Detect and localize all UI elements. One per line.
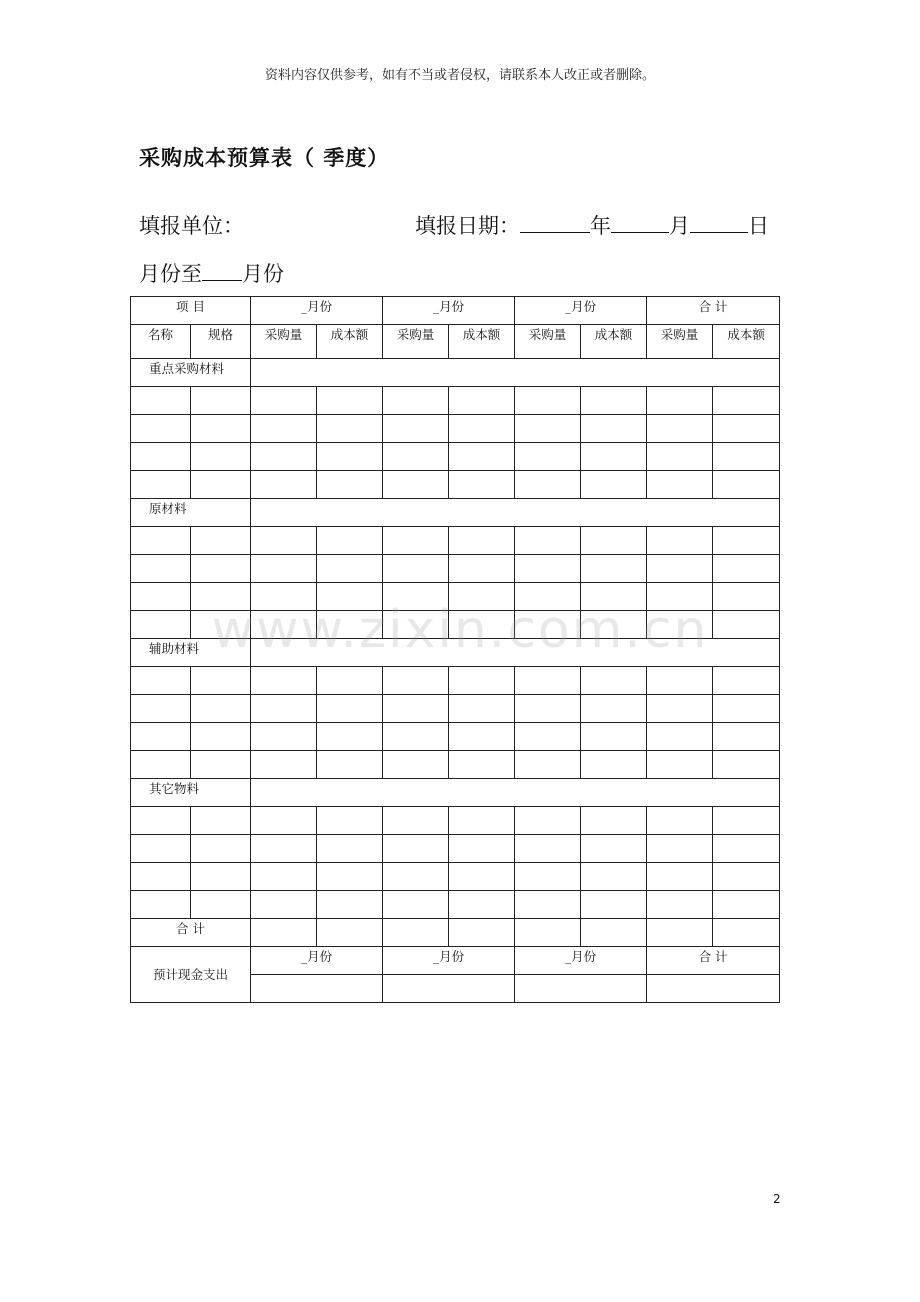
input-cell[interactable] — [449, 387, 515, 415]
input-cell[interactable] — [317, 835, 383, 863]
input-cell[interactable] — [647, 527, 713, 555]
total-cell[interactable] — [383, 919, 449, 947]
category-span-cell — [251, 779, 780, 807]
input-cell[interactable] — [317, 723, 383, 751]
input-cell[interactable] — [713, 695, 780, 723]
input-cell[interactable] — [647, 611, 713, 639]
total-row — [131, 919, 780, 947]
input-cell[interactable] — [383, 751, 449, 779]
input-cell[interactable] — [191, 555, 251, 583]
input-cell[interactable] — [449, 723, 515, 751]
input-cell[interactable] — [713, 835, 780, 863]
cash-header-row — [131, 947, 780, 975]
input-cell[interactable] — [131, 611, 191, 639]
input-cell[interactable] — [449, 863, 515, 891]
input-cell[interactable] — [515, 583, 581, 611]
total-cell[interactable] — [251, 919, 317, 947]
input-cell[interactable] — [581, 583, 647, 611]
input-cell[interactable] — [251, 387, 317, 415]
input-cell[interactable] — [713, 471, 780, 499]
input-cell[interactable] — [131, 835, 191, 863]
input-cell[interactable] — [383, 807, 449, 835]
input-cell[interactable] — [317, 751, 383, 779]
input-cell[interactable] — [131, 751, 191, 779]
input-cell[interactable] — [317, 667, 383, 695]
input-cell[interactable] — [713, 555, 780, 583]
total-row-label: 合 计 — [131, 919, 251, 947]
input-cell[interactable] — [647, 667, 713, 695]
input-cell[interactable] — [251, 723, 317, 751]
input-cell[interactable] — [581, 611, 647, 639]
period-header: _月份 — [515, 297, 647, 325]
input-cell[interactable] — [449, 527, 515, 555]
input-cell[interactable] — [581, 807, 647, 835]
day-label: 日 — [748, 214, 769, 238]
input-cell[interactable] — [581, 415, 647, 443]
period-header: _月份 — [251, 297, 383, 325]
input-cell[interactable] — [449, 667, 515, 695]
input-cell[interactable] — [581, 471, 647, 499]
data-row — [131, 667, 780, 695]
fill-line-period — [139, 258, 284, 288]
year-label: 年 — [590, 214, 611, 238]
input-cell[interactable] — [317, 555, 383, 583]
input-cell[interactable] — [449, 751, 515, 779]
date-label: 填报日期： — [415, 214, 520, 238]
data-row — [131, 751, 780, 779]
month-to-label: 月份 — [242, 262, 284, 286]
cash-outflow-label: 预计现金支出 — [131, 947, 251, 1003]
input-cell[interactable] — [131, 891, 191, 919]
input-cell[interactable] — [581, 667, 647, 695]
unit-label: 填报单位： — [139, 214, 244, 238]
cash-period-header: 合 计 — [647, 947, 780, 975]
input-cell[interactable] — [251, 667, 317, 695]
category-label: 重点采购材料 — [131, 359, 251, 387]
input-cell[interactable] — [515, 443, 581, 471]
input-cell[interactable] — [191, 891, 251, 919]
input-cell[interactable] — [383, 835, 449, 863]
input-cell[interactable] — [191, 443, 251, 471]
input-cell[interactable] — [383, 555, 449, 583]
input-cell[interactable] — [317, 807, 383, 835]
input-cell[interactable] — [713, 443, 780, 471]
total-cell[interactable] — [449, 919, 515, 947]
category-row — [131, 779, 780, 807]
input-cell[interactable] — [251, 527, 317, 555]
input-cell[interactable] — [383, 891, 449, 919]
input-cell[interactable] — [449, 807, 515, 835]
input-cell[interactable] — [191, 387, 251, 415]
spec-column-header: 规格 — [191, 325, 251, 359]
input-cell[interactable] — [131, 387, 191, 415]
category-label: 原材料 — [131, 499, 251, 527]
budget-table — [130, 296, 780, 1003]
input-cell[interactable] — [647, 415, 713, 443]
header-row-periods — [131, 297, 780, 325]
category-span-cell — [251, 639, 780, 667]
cash-period-header: _月份 — [383, 947, 515, 975]
input-cell[interactable] — [317, 583, 383, 611]
input-cell[interactable] — [713, 891, 780, 919]
input-cell[interactable] — [713, 863, 780, 891]
data-row — [131, 723, 780, 751]
input-cell[interactable] — [317, 387, 383, 415]
month-label: 月 — [669, 214, 690, 238]
input-cell[interactable] — [251, 751, 317, 779]
input-cell[interactable] — [131, 667, 191, 695]
data-row — [131, 611, 780, 639]
data-row — [131, 891, 780, 919]
input-cell[interactable] — [383, 583, 449, 611]
cost-column-header: 成本额 — [449, 325, 515, 359]
input-cell[interactable] — [131, 471, 191, 499]
input-cell[interactable] — [191, 471, 251, 499]
document-title: 采购成本预算表（ 季度） — [139, 146, 390, 170]
input-cell[interactable] — [191, 863, 251, 891]
input-cell[interactable] — [449, 471, 515, 499]
disclaimer-note: 资料内容仅供参考，如有不当或者侵权，请联系本人改正或者删除。 — [264, 68, 655, 83]
input-cell[interactable] — [581, 387, 647, 415]
input-cell[interactable] — [251, 415, 317, 443]
input-cell[interactable] — [449, 555, 515, 583]
input-cell[interactable] — [251, 891, 317, 919]
input-cell[interactable] — [191, 751, 251, 779]
month-to-blank — [202, 262, 242, 281]
date-field — [415, 210, 769, 240]
cost-column-header: 成本额 — [713, 325, 780, 359]
data-row — [131, 527, 780, 555]
input-cell[interactable] — [647, 751, 713, 779]
cost-column-header: 成本额 — [317, 325, 383, 359]
data-row — [131, 863, 780, 891]
input-cell[interactable] — [191, 835, 251, 863]
cash-period-header: _月份 — [515, 947, 647, 975]
total-cell[interactable] — [713, 919, 780, 947]
input-cell[interactable] — [647, 387, 713, 415]
input-cell[interactable] — [131, 863, 191, 891]
input-cell[interactable] — [251, 443, 317, 471]
input-cell[interactable] — [251, 863, 317, 891]
data-row — [131, 555, 780, 583]
input-cell[interactable] — [581, 555, 647, 583]
input-cell[interactable] — [713, 611, 780, 639]
data-row — [131, 387, 780, 415]
input-cell[interactable] — [647, 891, 713, 919]
category-label: 其它物料 — [131, 779, 251, 807]
input-cell[interactable] — [515, 415, 581, 443]
input-cell[interactable] — [713, 667, 780, 695]
watermark: www.zixin.com.cn — [211, 600, 709, 660]
input-cell[interactable] — [251, 835, 317, 863]
input-cell[interactable] — [251, 807, 317, 835]
input-cell[interactable] — [515, 667, 581, 695]
category-row — [131, 499, 780, 527]
input-cell[interactable] — [647, 443, 713, 471]
category-row — [131, 359, 780, 387]
category-row — [131, 639, 780, 667]
input-cell[interactable] — [515, 891, 581, 919]
input-cell[interactable] — [515, 387, 581, 415]
input-cell[interactable] — [191, 695, 251, 723]
input-cell[interactable] — [713, 527, 780, 555]
input-cell[interactable] — [317, 611, 383, 639]
input-cell[interactable] — [191, 723, 251, 751]
input-cell[interactable] — [191, 583, 251, 611]
day-blank — [690, 214, 748, 233]
input-cell[interactable] — [383, 415, 449, 443]
header-row-columns — [131, 325, 780, 359]
input-cell[interactable] — [647, 863, 713, 891]
input-cell[interactable] — [449, 695, 515, 723]
input-cell[interactable] — [131, 555, 191, 583]
input-cell[interactable] — [449, 835, 515, 863]
input-cell[interactable] — [647, 807, 713, 835]
input-cell[interactable] — [191, 667, 251, 695]
input-cell[interactable] — [515, 863, 581, 891]
input-cell[interactable] — [581, 891, 647, 919]
input-cell[interactable] — [251, 555, 317, 583]
input-cell[interactable] — [383, 863, 449, 891]
input-cell[interactable] — [317, 443, 383, 471]
input-cell[interactable] — [131, 583, 191, 611]
input-cell[interactable] — [191, 415, 251, 443]
data-row — [131, 415, 780, 443]
input-cell[interactable] — [581, 863, 647, 891]
input-cell[interactable] — [515, 611, 581, 639]
total-cell[interactable] — [515, 919, 581, 947]
input-cell[interactable] — [581, 723, 647, 751]
period-header: _月份 — [383, 297, 515, 325]
data-row — [131, 807, 780, 835]
cash-value-cell[interactable] — [647, 975, 780, 1003]
input-cell[interactable] — [317, 695, 383, 723]
month-from-label: 月份至 — [139, 262, 202, 286]
input-cell[interactable] — [449, 443, 515, 471]
input-cell[interactable] — [251, 471, 317, 499]
input-cell[interactable] — [317, 891, 383, 919]
cost-column-header: 成本额 — [581, 325, 647, 359]
input-cell[interactable] — [713, 415, 780, 443]
input-cell[interactable] — [317, 415, 383, 443]
input-cell[interactable] — [383, 723, 449, 751]
input-cell[interactable] — [647, 835, 713, 863]
input-cell[interactable] — [383, 443, 449, 471]
total-cell[interactable] — [317, 919, 383, 947]
input-cell[interactable] — [713, 807, 780, 835]
name-column-header: 名称 — [131, 325, 191, 359]
input-cell[interactable] — [191, 611, 251, 639]
cash-period-header: _月份 — [251, 947, 383, 975]
total-cell[interactable] — [647, 919, 713, 947]
input-cell[interactable] — [515, 835, 581, 863]
input-cell[interactable] — [131, 695, 191, 723]
input-cell[interactable] — [383, 611, 449, 639]
input-cell[interactable] — [251, 695, 317, 723]
input-cell[interactable] — [191, 527, 251, 555]
cash-value-cell[interactable] — [251, 975, 383, 1003]
input-cell[interactable] — [449, 583, 515, 611]
input-cell[interactable] — [515, 751, 581, 779]
qty-column-header: 采购量 — [383, 325, 449, 359]
page-number: 2 — [773, 1192, 781, 1206]
input-cell[interactable] — [383, 667, 449, 695]
input-cell[interactable] — [449, 415, 515, 443]
input-cell[interactable] — [449, 611, 515, 639]
input-cell[interactable] — [647, 723, 713, 751]
input-cell[interactable] — [131, 443, 191, 471]
input-cell[interactable] — [515, 723, 581, 751]
input-cell[interactable] — [131, 807, 191, 835]
input-cell[interactable] — [713, 583, 780, 611]
input-cell[interactable] — [713, 751, 780, 779]
item-header: 项 目 — [131, 297, 251, 325]
input-cell[interactable] — [251, 583, 317, 611]
input-cell[interactable] — [383, 387, 449, 415]
input-cell[interactable] — [581, 835, 647, 863]
input-cell[interactable] — [713, 387, 780, 415]
data-row — [131, 835, 780, 863]
input-cell[interactable] — [581, 751, 647, 779]
input-cell[interactable] — [191, 807, 251, 835]
input-cell[interactable] — [515, 555, 581, 583]
input-cell[interactable] — [317, 863, 383, 891]
input-cell[interactable] — [581, 527, 647, 555]
input-cell[interactable] — [515, 527, 581, 555]
input-cell[interactable] — [647, 695, 713, 723]
input-cell[interactable] — [515, 807, 581, 835]
input-cell[interactable] — [317, 471, 383, 499]
input-cell[interactable] — [131, 415, 191, 443]
input-cell[interactable] — [581, 443, 647, 471]
category-span-cell — [251, 359, 780, 387]
category-span-cell — [251, 499, 780, 527]
input-cell[interactable] — [647, 555, 713, 583]
qty-column-header: 采购量 — [251, 325, 317, 359]
cash-value-cell[interactable] — [515, 975, 647, 1003]
input-cell[interactable] — [647, 471, 713, 499]
input-cell[interactable] — [383, 695, 449, 723]
data-row — [131, 471, 780, 499]
cash-value-cell[interactable] — [383, 975, 515, 1003]
qty-column-header: 采购量 — [647, 325, 713, 359]
input-cell[interactable] — [131, 723, 191, 751]
input-cell[interactable] — [713, 723, 780, 751]
input-cell[interactable] — [251, 611, 317, 639]
data-row — [131, 695, 780, 723]
month-blank — [611, 214, 669, 233]
data-row — [131, 583, 780, 611]
year-blank — [520, 214, 590, 233]
input-cell[interactable] — [647, 583, 713, 611]
qty-column-header: 采购量 — [515, 325, 581, 359]
category-label: 辅助材料 — [131, 639, 251, 667]
input-cell[interactable] — [515, 471, 581, 499]
input-cell[interactable] — [383, 527, 449, 555]
input-cell[interactable] — [317, 527, 383, 555]
data-row — [131, 443, 780, 471]
input-cell[interactable] — [131, 527, 191, 555]
total-header: 合 计 — [647, 297, 780, 325]
input-cell[interactable] — [515, 695, 581, 723]
input-cell[interactable] — [581, 695, 647, 723]
total-cell[interactable] — [581, 919, 647, 947]
fill-line-unit-date — [139, 210, 789, 240]
input-cell[interactable] — [449, 891, 515, 919]
input-cell[interactable] — [383, 471, 449, 499]
